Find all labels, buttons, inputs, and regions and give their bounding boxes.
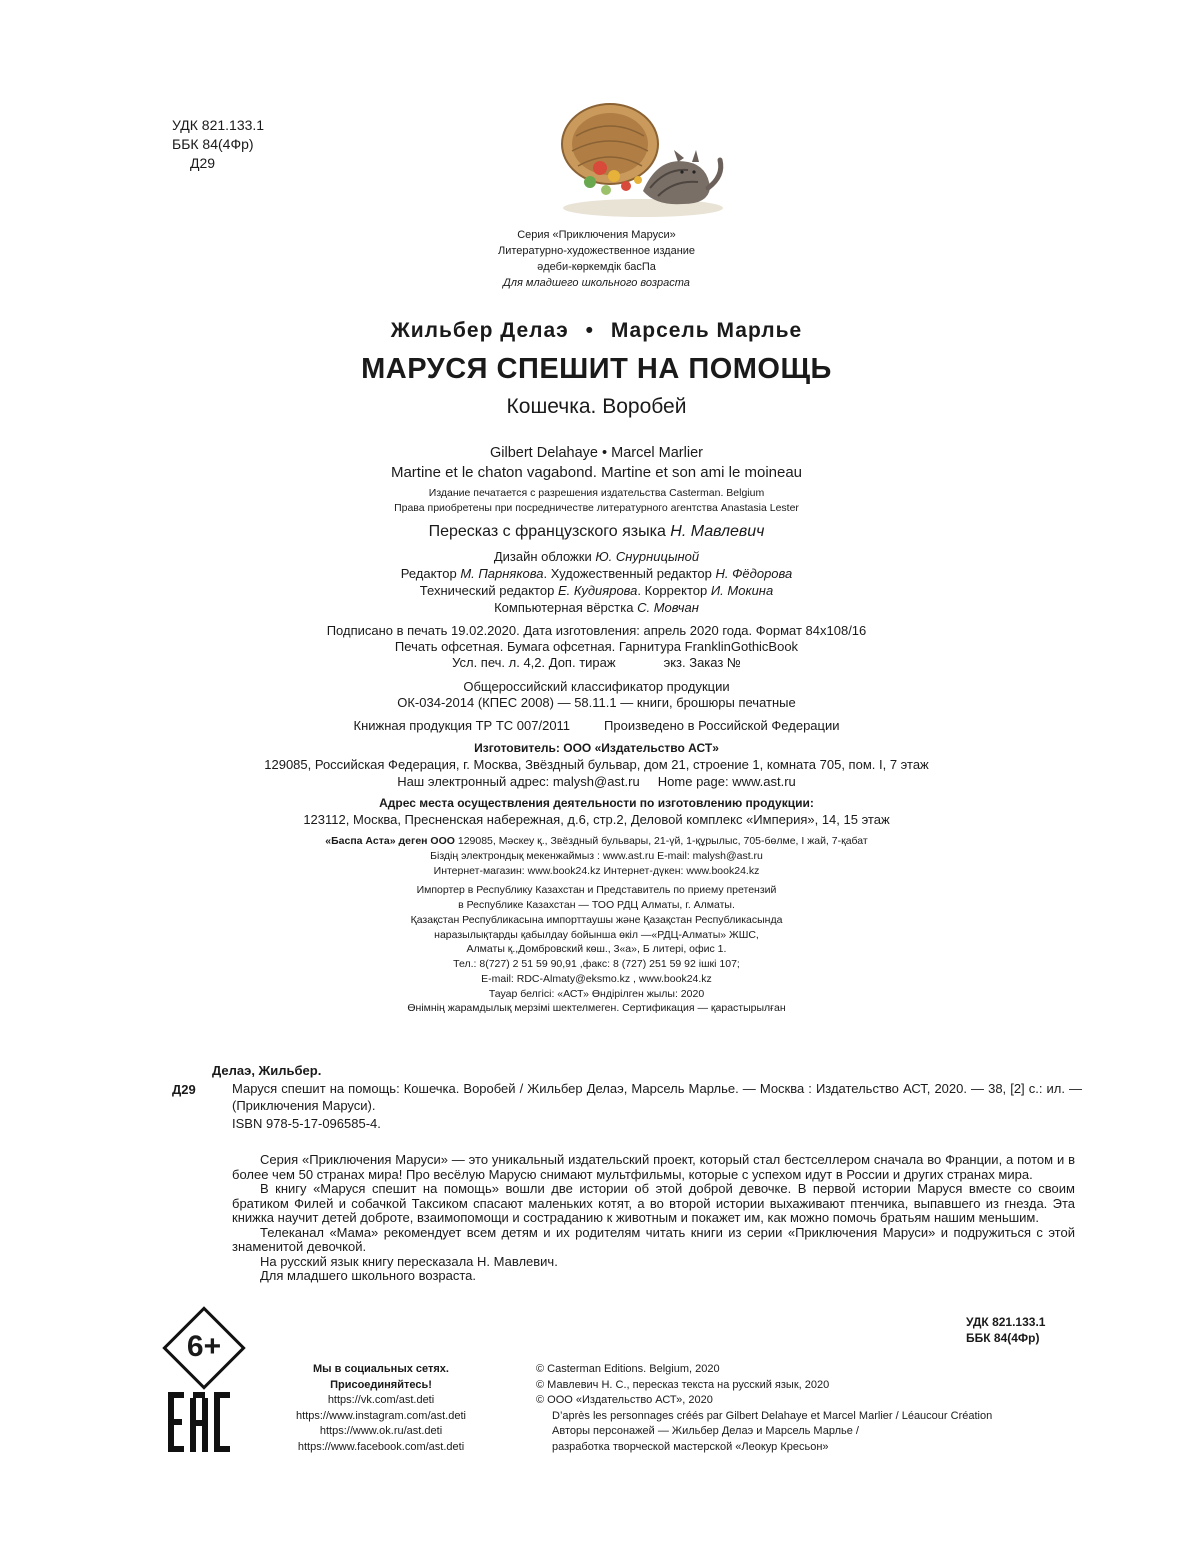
annotation-paragraph: В книгу «Маруся спешит на помощь» вошли две истории об этой доброй девочке. В первой истории Маруся вместе со своим братиком Филей и собачкой Таксиком спасают маленьких котят, а во второй истории выхаживают птенчика, выпавшего из гнезда. Эта книжка научит детей доброте, взаимопомощи и состраданию к животным и покажет им, как можно помочь братьям нашим меньшим. — [232, 1181, 1075, 1225]
social-link-instagram[interactable]: https://www.instagram.com/ast.deti — [296, 1409, 466, 1422]
retelling-credit — [0, 523, 1193, 541]
social-link-vk[interactable]: https://vk.com/ast.deti — [327, 1394, 435, 1406]
author-2: Марсель Марлье — [610, 319, 803, 342]
book-subtitle: Кошечка. Воробей — [506, 395, 687, 418]
eac-mark-icon — [168, 1392, 230, 1452]
copyright-line: Авторы персонажей — Жильбер Делаэ и Марсель Марлье / — [552, 1425, 859, 1437]
annotation-paragraph: Для младшего школьного возраста. — [260, 1268, 477, 1283]
production-address-title: Адрес места осуществления деятельности по изготовлению продукции: — [379, 796, 814, 810]
original-authors: Gilbert Delahaye • Marcel Marlier — [490, 445, 703, 461]
manufacturer-title: Изготовитель: ООО «Издательство АСТ» — [474, 741, 719, 755]
footer-bbk: ББК 84(4Фр) — [966, 1331, 1040, 1345]
author-mark: Д29 — [190, 155, 216, 171]
biblio-code: Д29 — [172, 1082, 196, 1097]
copyright-block — [536, 1362, 992, 1455]
manufacturer-email: Наш электронный адрес: malysh@ast.ru Home page: www.ast.ru — [397, 774, 796, 789]
biblio-author: Делаэ, Жильбер. — [212, 1063, 322, 1078]
retelling-label: Пересказ с французского языка — [428, 523, 666, 540]
importer-line-5: Алматы қ.,Домбровский көш., 3«а», Б литері, офис 1. — [466, 943, 727, 955]
social-link-facebook[interactable]: https://www.facebook.com/ast.deti — [297, 1440, 465, 1453]
social-subtitle: Присоединяйтесь! — [330, 1378, 432, 1391]
copyright-line: разработка творческой мастерской «Леокур Кресьон» — [552, 1440, 829, 1453]
importer-line-9: Өнімнің жарамдылық мерзімі шектелмеген. Сертификация — қарастырылған — [407, 1002, 786, 1014]
kz-publisher-line: «Баспа Аста» деген ООО 129085, Мәскеу қ., Звёздный бульвары, 21-үй, 1-құрылыс, 705-бөлме, I жай, 7-қабат — [325, 835, 868, 847]
copyright-line: © Casterman Editions. Belgium, 2020 — [536, 1363, 720, 1375]
production-address: 123112, Москва, Пресненская набережная, д.6, стр.2, Деловой комплекс «Империя», 14, 15 этаж — [303, 812, 890, 827]
print-line-2: Печать офсетная. Бумага офсетная. Гарнитура FranklinGothicBook — [394, 639, 799, 654]
annotation-paragraph: Серия «Приключения Маруси» — это уникальный издательский проект, который стал бестселлером сначала во Франции, а потом и в более чем 50 странах мира! Про весёлую Марусю снимают мультфильмы, которые с успехом идут в России и других странах мира. — [232, 1152, 1075, 1182]
social-links — [278, 1362, 484, 1455]
layout-credit: Компьютерная вёрстка С. Мовчан — [494, 600, 699, 615]
importer-line-1: Импортер в Республику Казахстан и Представитель по приему претензий — [416, 884, 777, 896]
importer-line-7: E-mail: RDC-Almaty@eksmo.kz , www.book24.kz — [481, 973, 712, 985]
kz-email-line: Біздің электрондық мекенжаймыз : www.ast.ru E-mail: malysh@ast.ru — [430, 850, 763, 862]
cover-design-credit: Дизайн обложки Ю. Снурницыной — [493, 549, 700, 564]
biblio-description: Маруся спешит на помощь: Кошечка. Воробей / Жильбер Делаэ, Марсель Марлье. — Москва : Издательство АСТ, 2020. — 38, [2] с.: ил. — (Приключения Маруси). — [232, 1081, 1082, 1113]
social-title: Мы в социальных сетях. — [313, 1363, 449, 1375]
importer-line-2: в Республике Казахстан — ТОО РДЦ Алматы, г. Алматы. — [458, 899, 735, 911]
importer-line-6: Тел.: 8(727) 2 51 59 90,91 ,факс: 8 (727) 251 59 92 ішкі 107; — [453, 958, 740, 970]
footer-udk: УДК 821.133.1 — [966, 1315, 1046, 1329]
permission-line-2: Права приобретены при посредничестве литературного агентства Anastasia Lester — [394, 502, 799, 514]
editor-credit: Редактор М. Парнякова. Художественный редактор Н. Фёдорова — [400, 566, 793, 581]
importer-line-3: Қазақстан Республикасына импорттаушы және Қазақстан Республикасында — [410, 914, 783, 926]
author-separator: • — [585, 319, 594, 342]
original-titles: Martine et le chaton vagabond. Martine et son ami le moineau — [390, 464, 803, 481]
copyright-line: © ООО «Издательство АСТ», 2020 — [536, 1394, 713, 1406]
manufacturer-address: 129085, Российская Федерация, г. Москва, Звёздный бульвар, дом 21, строение 1, комната 705, пом. I, 7 этаж — [264, 757, 929, 772]
udk-code: УДК 821.133.1 — [172, 117, 265, 133]
annotation-paragraph: На русский язык книгу пересказала Н. Мавлевич. — [260, 1253, 558, 1269]
print-line-1: Подписано в печать 19.02.2020. Дата изготовления: апрель 2020 года. Формат 84x108/16 — [326, 623, 867, 638]
importer-line-8: Тауар белгісі: «АСТ» Өндірілген жылы: 2020 — [488, 988, 705, 1000]
copyright-line: D’après les personnages créés par Gilbert Delahaye et Marcel Marlier / Léaucour Création — [552, 1409, 993, 1422]
age-rating-text: 6+ — [186, 1330, 222, 1363]
retelling-name: Н. Мавлевич — [670, 523, 765, 540]
copyright-line: © Мавлевич Н. С., пересказ текста на русский язык, 2020 — [536, 1378, 830, 1391]
product-classifier-2: ОК-034-2014 (КПЕС 2008) — 58.11.1 — книги, брошюры печатные — [397, 695, 796, 710]
basket-kitten-illustration — [548, 96, 728, 221]
kz-shop-line: Интернет-магазин: www.book24.kz Интернет-дүкен: www.book24.kz — [433, 865, 760, 877]
social-link-ok[interactable]: https://www.ok.ru/ast.deti — [319, 1425, 443, 1437]
age-group: Для младшего школьного возраста — [503, 277, 690, 289]
edition-type: Литературно-художественное издание — [497, 245, 696, 257]
permission-line-1: Издание печатается с разрешения издательства Casterman. Belgium — [428, 487, 765, 499]
footer-classification-codes — [966, 1314, 1045, 1346]
print-line-3: Усл. печ. л. 4,2. Доп. тираж экз. Заказ № — [452, 655, 741, 670]
tech-regulation: Книжная продукция ТР ТС 007/2011 Произведено в Российской Федерации — [353, 718, 840, 733]
bbk-code: ББК 84(4Фр) — [172, 136, 254, 152]
series-block — [0, 227, 1193, 291]
age-rating-badge — [162, 1306, 246, 1390]
isbn: ISBN 978-5-17-096585-4. — [232, 1116, 381, 1131]
classification-codes — [172, 116, 264, 173]
book-authors — [0, 319, 1193, 343]
product-classifier-1: Общероссийский классификатор продукции — [463, 679, 730, 694]
author-1: Жильбер Делаэ — [390, 319, 569, 342]
book-title: МАРУСЯ СПЕШИТ НА ПОМОЩЬ — [361, 353, 832, 385]
importer-line-4: наразылықтарды қабылдау бойынша өкіл —«РДЦ-Алматы» ЖШС, — [434, 929, 759, 941]
annotation — [232, 1153, 1075, 1284]
series-name: Серия «Приключения Маруси» — [517, 229, 676, 241]
tech-editor-credit: Технический редактор Е. Кудиярова. Корректор И. Мокина — [419, 583, 774, 598]
edition-type-kz: әдеби-көркемдік басПа — [537, 261, 656, 273]
annotation-paragraph: Телеканал «Мама» рекомендует всем детям и их родителям читать книги из серии «Приключения Маруси» и подружиться с этой знаменитой девочкой. — [232, 1224, 1075, 1254]
